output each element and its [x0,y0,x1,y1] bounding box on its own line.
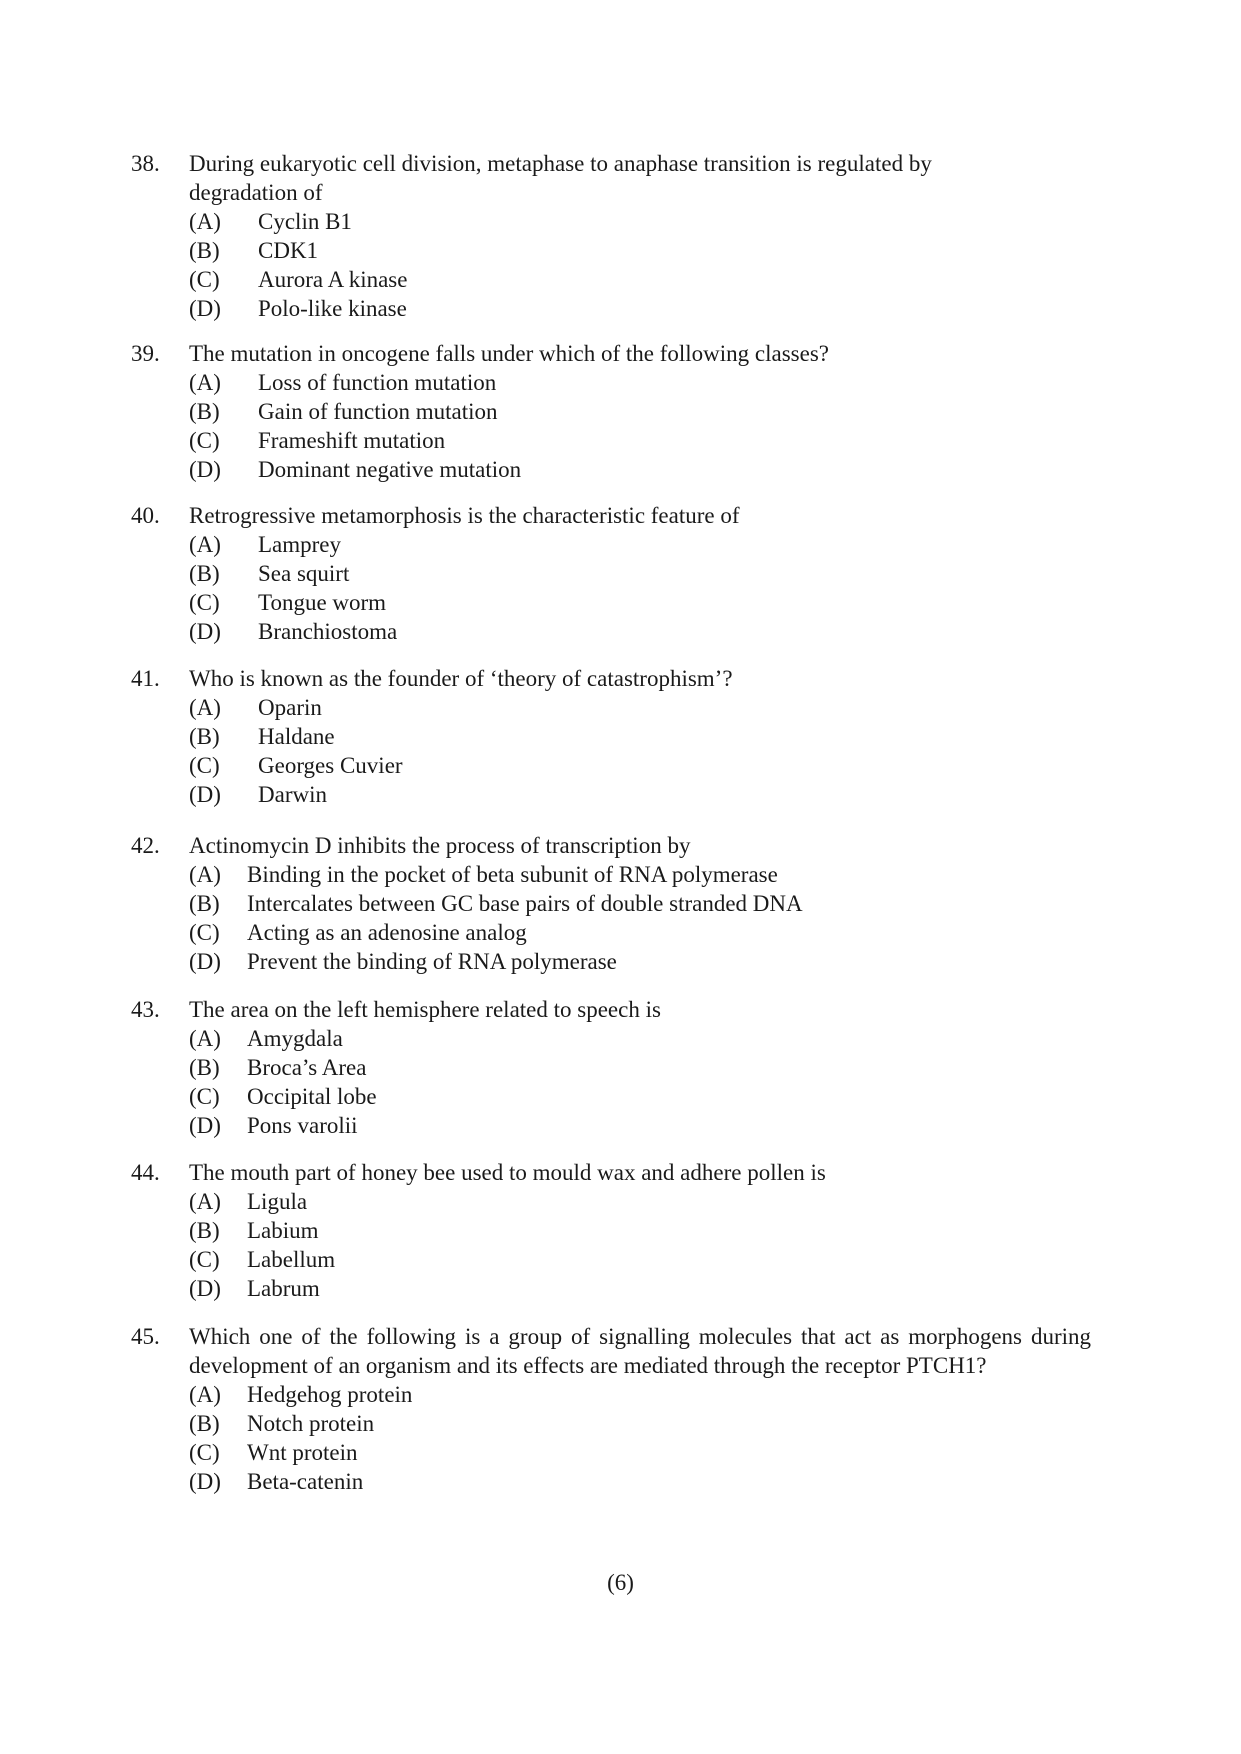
option-d [189,947,1091,976]
option-label: (A) [189,209,221,234]
option-label: (B) [189,724,220,749]
question-text: The area on the left hemisphere related to speech is [189,997,661,1022]
question-40 [131,501,1091,646]
question-number: 45. [131,1324,160,1349]
option-d [189,1274,1091,1303]
question-text: The mouth part of honey bee used to mould wax and adhere pollen is [189,1160,826,1185]
option-label: (B) [189,561,220,586]
question-text: Actinomycin D inhibits the process of transcription by [189,833,691,858]
option-label: (D) [189,949,221,974]
question-42 [131,831,1091,976]
option-text: Pons varolii [247,1113,358,1138]
question-stem [131,501,1091,530]
option-text: Broca’s Area [247,1055,367,1080]
option-b [189,236,1011,265]
question-number: 40. [131,503,160,528]
question-text: Which one of the following is a group of signalling molecules that act as morphogens during development of an organism and its effects are mediated through the receptor PTCH1? [189,1324,1091,1378]
option-label: (A) [189,370,221,395]
option-d [189,1467,1091,1496]
option-text: Oparin [258,695,322,720]
question-text: Retrogressive metamorphosis is the characteristic feature of [189,503,740,528]
option-text: Polo-like kinase [258,296,407,321]
page-number: (6) [607,1570,634,1595]
question-number: 39. [131,341,160,366]
option-a [189,207,1011,236]
option-text: Amygdala [247,1026,343,1051]
question-41 [131,664,1091,809]
option-label: (A) [189,862,221,887]
option-label: (D) [189,1469,221,1494]
option-text: Sea squirt [258,561,350,586]
option-text: CDK1 [258,238,319,263]
option-a [189,1024,1091,1053]
option-label: (A) [189,1026,221,1051]
option-text: Cyclin B1 [258,209,352,234]
option-text: Darwin [258,782,327,807]
question-number: 41. [131,666,160,691]
option-label: (A) [189,1382,221,1407]
option-text: Gain of function mutation [258,399,498,424]
question-43 [131,995,1091,1140]
question-38 [131,149,1011,323]
option-label: (C) [189,920,220,945]
option-text: Dominant negative mutation [258,457,522,482]
question-39 [131,339,1091,484]
option-text: Frameshift mutation [258,428,446,453]
option-text: Wnt protein [247,1440,358,1465]
question-number: 42. [131,833,160,858]
option-label: (C) [189,1440,220,1465]
option-b [189,559,1091,588]
option-c [189,588,1091,617]
question-stem [131,149,1011,207]
option-c [189,265,1011,294]
option-label: (B) [189,1411,220,1436]
option-label: (C) [189,428,220,453]
option-label: (B) [189,1055,220,1080]
option-a [189,1187,1091,1216]
option-text: Georges Cuvier [258,753,403,778]
option-text: Intercalates between GC base pairs of double stranded DNA [247,891,803,916]
question-number: 38. [131,151,160,176]
option-label: (D) [189,457,221,482]
question-stem [131,339,1091,368]
option-c [189,751,1091,780]
option-text: Ligula [247,1189,308,1214]
question-number: 44. [131,1160,160,1185]
option-label: (D) [189,782,221,807]
option-label: (A) [189,1189,221,1214]
option-a [189,693,1091,722]
option-label: (A) [189,532,221,557]
option-d [189,617,1091,646]
option-c [189,1082,1091,1111]
option-text: Prevent the binding of RNA polymerase [247,949,617,974]
option-text: Haldane [258,724,335,749]
option-label: (B) [189,891,220,916]
question-text: During eukaryotic cell division, metaphase to anaphase transition is regulated by degradation of [189,151,932,205]
question-stem [131,1322,1091,1380]
option-label: (C) [189,1084,220,1109]
question-stem [131,831,1091,860]
option-b [189,1053,1091,1082]
question-44 [131,1158,1091,1303]
option-text: Binding in the pocket of beta subunit of RNA polymerase [247,862,778,887]
option-c [189,918,1091,947]
option-text: Labellum [247,1247,336,1272]
question-stem [131,1158,1091,1187]
option-text: Occipital lobe [247,1084,377,1109]
option-c [189,1438,1091,1467]
option-label: (D) [189,1276,221,1301]
option-text: Acting as an adenosine analog [247,920,527,945]
option-b [189,1409,1091,1438]
option-label: (A) [189,695,221,720]
option-b [189,397,1091,426]
option-label: (C) [189,590,220,615]
option-a [189,530,1091,559]
option-text: Hedgehog protein [247,1382,413,1407]
option-d [189,1111,1091,1140]
option-text: Tongue worm [258,590,387,615]
option-text: Labrum [247,1276,320,1301]
option-a [189,1380,1091,1409]
option-d [189,294,1011,323]
option-text: Beta-catenin [247,1469,364,1494]
option-text: Labium [247,1218,319,1243]
option-label: (C) [189,267,220,292]
option-text: Notch protein [247,1411,375,1436]
option-label: (D) [189,296,221,321]
option-d [189,780,1091,809]
option-b [189,889,1091,918]
option-b [189,722,1091,751]
option-label: (B) [189,1218,220,1243]
option-text: Branchiostoma [258,619,398,644]
question-number: 43. [131,997,160,1022]
option-text: Aurora A kinase [258,267,408,292]
question-text: Who is known as the founder of ‘theory of catastrophism’? [189,666,733,691]
option-text: Lamprey [258,532,342,557]
option-c [189,426,1091,455]
option-c [189,1245,1091,1274]
question-stem [131,664,1091,693]
option-label: (C) [189,753,220,778]
option-label: (B) [189,238,220,263]
option-a [189,368,1091,397]
option-a [189,860,1091,889]
option-b [189,1216,1091,1245]
option-label: (D) [189,1113,221,1138]
question-stem [131,995,1091,1024]
option-text: Loss of function mutation [258,370,497,395]
question-text: The mutation in oncogene falls under which of the following classes? [189,341,829,366]
question-45 [131,1322,1091,1496]
option-label: (D) [189,619,221,644]
option-d [189,455,1091,484]
option-label: (B) [189,399,220,424]
option-label: (C) [189,1247,220,1272]
